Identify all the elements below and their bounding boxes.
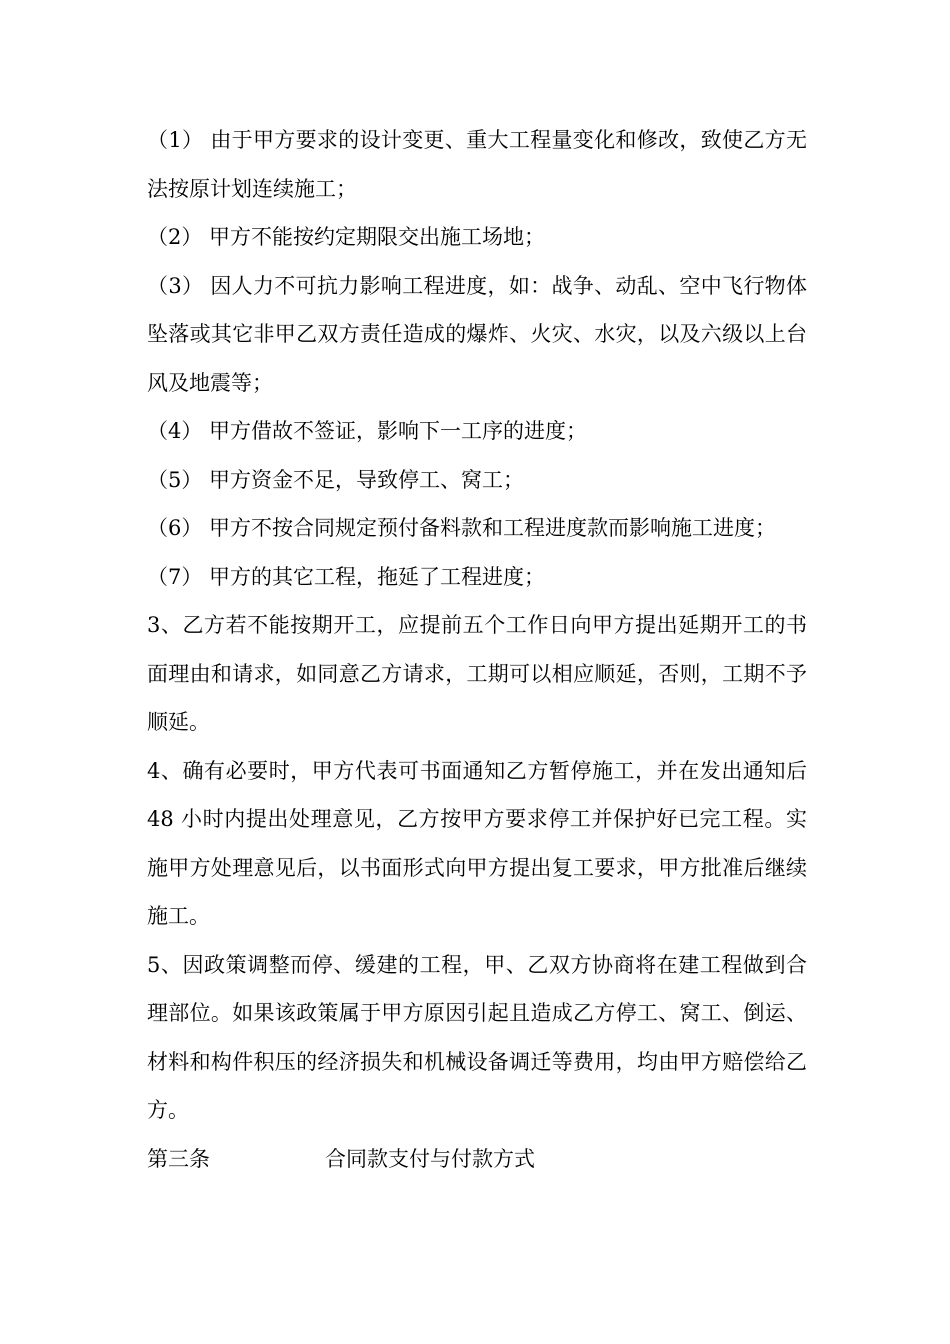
clause-item-6: （6） 甲方不按合同规定预付备料款和工程进度款而影响施工进度； xyxy=(147,516,777,540)
paragraph-3: 3、乙方若不能按期开工，应提前五个工作日向甲方提出延期开工的书面理由和请求，如同意乙方请求，工期可以相应顺延，否则，工期不予顺延。 xyxy=(147,613,807,734)
clause-item-2: （2） 甲方不能按约定期限交出施工场地； xyxy=(147,225,546,249)
paragraph-5: 5、因政策调整而停、缓建的工程，甲、乙双方协商将在建工程做到合理部位。如果该政策属于甲方原因引起且造成乙方停工、窝工、倒运、材料和构件积压的经济损失和机械设备调迁等费用，均由甲方赔偿给乙方。 xyxy=(147,952,807,1122)
article-title: 合同款支付与付款方式 xyxy=(325,1146,535,1171)
clause-item-4: （4） 甲方借故不签证，影响下一工序的进度； xyxy=(147,419,588,443)
article-heading xyxy=(147,1135,807,1184)
clause-item-5: （5） 甲方资金不足，导致停工、窝工； xyxy=(147,467,525,492)
clause-item-3: （3） 因人力不可抗力影响工程进度，如：战争、动乱、空中飞行物体坠落或其它非甲乙双方责任造成的爆炸、火灾、水灾，以及六级以上台风及地震等； xyxy=(147,273,807,395)
clause-item-1: （1） 由于甲方要求的设计变更、重大工程量变化和修改，致使乙方无法按原计划连续施工； xyxy=(147,128,807,201)
paragraph-4: 4、确有必要时，甲方代表可书面通知乙方暂停施工，并在发出通知后 48 小时内提出处理意见，乙方按甲方要求停工并保护好已完工程。实施甲方处理意见后，以书面形式向甲方提出复工要求，甲方批准后继续施工。 xyxy=(147,758,807,928)
article-number: 第三条 xyxy=(147,1146,210,1171)
clause-item-7: （7） 甲方的其它工程，拖延了工程进度； xyxy=(147,564,546,589)
document-body xyxy=(147,116,807,1183)
